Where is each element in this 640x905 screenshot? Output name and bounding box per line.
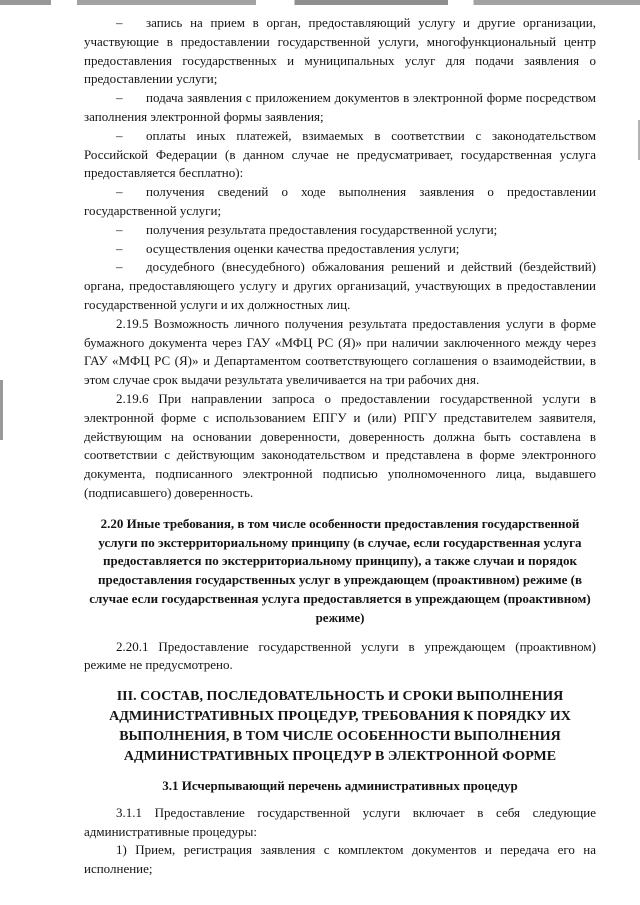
list-dash: –: [116, 90, 123, 106]
document-page: [84, 14, 596, 879]
scan-edge-top: [0, 0, 640, 5]
list-dash: –: [116, 184, 123, 200]
section-heading-2-20: 2.20 Иные требования, в том числе особенности предоставления государственной услуги по экстерриториальному принципу (в случае, если государственная услуга предоставляется по экстерриториальному принципу), а также случаи и порядок предоставления государственных услуг в упреждающем (проактивном) режиме (в случае если государственная услуга предоставляется в упреждающем (проактивном) режиме): [89, 515, 591, 625]
list-item: – подача заявления с приложением документов в электронной форме посредством заполнения электронной формы заявления;: [84, 90, 596, 124]
paragraph-2-20-1: 2.20.1 Предоставление государственной услуги в упреждающем (проактивном) режиме не предусмотрено.: [84, 638, 596, 673]
list-dash: –: [116, 127, 123, 143]
list-item: – оплаты иных платежей, взимаемых в соответствии с законодательством Российской Федерации (в данном случае не предусматривает, государственная услуга предоставляется бесплатно):: [84, 127, 596, 181]
section-heading-3-1: 3.1 Исчерпывающий перечень административных процедур: [162, 778, 518, 794]
paragraph-2-19-6: 2.19.6 При направлении запроса о предоставлении государственной услуги в электронной форме с использованием ЕПГУ и (или) РПГУ представителем заявителя, действующим на основании доверенности, доверенность должна быть составлена в соответствии с действующим законодательством и представлена в форме электронного документа, подписанного электронной подписью уполномоченного лица, выдавшего (подписавшего) доверенность.: [84, 390, 596, 500]
list-item: – запись на прием в орган, предоставляющий услугу и другие организации, участвующие в предоставлении государственной услуги, многофункциональный центр предоставления государственных и муниципальных услуг для подачи заявления о предоставлении услуги;: [84, 15, 596, 87]
list-dash: –: [116, 15, 123, 30]
paragraph-3-1-1: 3.1.1 Предоставление государственной услуги включает в себя следующие административные процедуры:: [84, 804, 596, 839]
list-dash: –: [116, 240, 123, 256]
paragraph-2-19-5: 2.19.5 Возможность личного получения результата предоставления услуги в форме бумажного документа через ГАУ «МФЦ РС (Я)» при наличии заключенного между через ГАУ «МФЦ РС (Я)» и Департаментом соответствующего соглашения о взаимодействии, в этом случае срок выдачи результата увеличивается на три рабочих дня.: [84, 315, 596, 388]
chapter-heading-iii: III. СОСТАВ, ПОСЛЕДОВАТЕЛЬНОСТЬ И СРОКИ ВЫПОЛНЕНИЯ АДМИНИСТРАТИВНЫХ ПРОЦЕДУР, ТРЕБОВАНИЯ К ПОРЯДКУ ИХ ВЫПОЛНЕНИЯ, В ТОМ ЧИСЛЕ ОСОБЕННОСТИ ВЫПОЛНЕНИЯ АДМИНИСТРАТИВНЫХ ПРОЦЕДУР В ЭЛЕКТРОННОЙ ФОРМЕ: [109, 689, 571, 765]
list-item: – осуществления оценки качества предоставления услуги;: [84, 240, 596, 259]
list-item: – получения результата предоставления государственной услуги;: [84, 221, 596, 240]
scan-edge-left: [0, 380, 3, 440]
list-dash: –: [116, 259, 123, 275]
list-item: – досудебного (внесудебного) обжалования решений и действий (бездействий) органа, предоставляющего услугу и других организаций, участвующих в предоставлении государственной услуги и их должностных лиц.: [84, 259, 596, 312]
paragraph-item-1: 1) Прием, регистрация заявления с комплектом документов и передача его на исполнение;: [84, 842, 596, 877]
list-item: – получения сведений о ходе выполнения заявления о предоставлении государственной услуги;: [84, 184, 596, 218]
list-dash: –: [116, 221, 123, 237]
